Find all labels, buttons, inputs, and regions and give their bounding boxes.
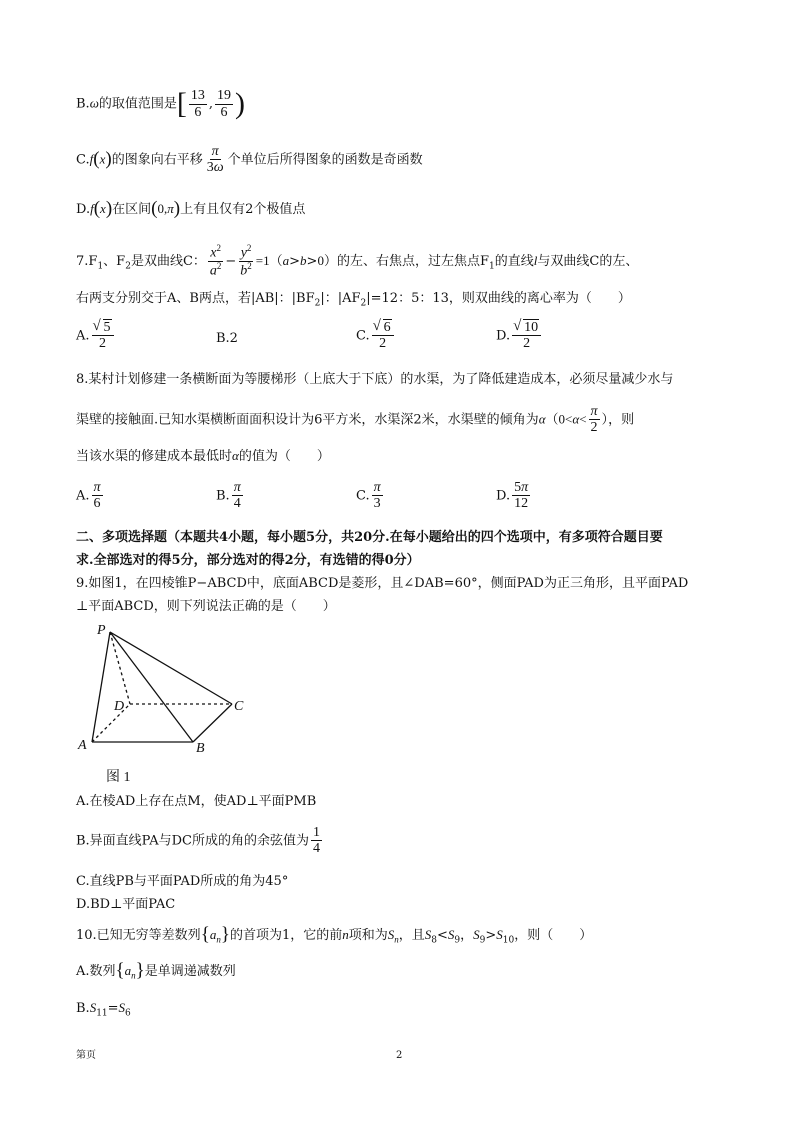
q9-option-b: B.异面直线PA与DC所成的角的余弦值为 $\frac{1}{4}$: [76, 825, 320, 857]
q7-option-d: D. √ $\frac{10}{2}$: [496, 320, 543, 352]
q9-line2: ⊥平面ABCD，则下列说法正确的是（ ）: [76, 599, 336, 614]
section2-line1: 二、多项选择题（本题共4小题，每小题5分，共20分.在每小题给出的四个选项中，有多项符合题目要: [76, 530, 663, 545]
q6-option-d: D.f(x)在区间(0,π)上有且仅有2个极值点: [76, 198, 306, 219]
edge-pb: [110, 632, 193, 742]
label-p: P: [97, 623, 106, 638]
label-b: B: [196, 741, 205, 756]
q8-option-a: A. $\frac{\pi}{6}$: [76, 480, 101, 512]
q7-line2: 右两支分别交于A、B两点，若|AB|：$|BF_2|$：$|AF_2|=12$：5：13，则双曲线的离心率为（ ）: [76, 291, 631, 309]
page-number: 2: [396, 1050, 403, 1061]
q9-option-d: D.BD⊥平面PAC: [76, 897, 176, 912]
label-c: C: [234, 699, 244, 714]
q8-line1: 8.某村计划修建一条横断面为等腰梯形（上底大于下底）的水渠，为了降低建造成本，必须尽量减少水与: [76, 372, 674, 387]
q6-option-b: B.ω的取值范围是[ $\frac{13}{6}$ , $\frac{19}{6}$ ): [76, 87, 246, 120]
q7-option-c: C. √ $\frac{6}{2}$: [356, 320, 396, 352]
label-d: D: [114, 699, 125, 714]
q9-option-c: C.直线PB与平面PAD所成的角为45°: [76, 874, 289, 889]
q7-line1: $7.F_1$、$F_2$是双曲线C： $\frac{x^2}{a^2}$ − $\frac{y^2}{b^2}$ =1（a>b>0）的左、右焦点，过左焦点$F_1$的直线l与双曲线C的左、: [76, 243, 639, 279]
q9-line1: 9.如图1，在四棱锥P−ABCD中，底面ABCD是菱形，且∠DAB=60°，侧面PAD为正三角形，且平面PAD: [76, 576, 689, 591]
q10-option-a: A.数列$\{a_n\}$是单调递减数列: [76, 960, 236, 981]
q9-option-a: A.在棱AD上存在点M，使AD⊥平面PMB: [76, 794, 317, 809]
q6-option-c: C.f(x)的图象向右平移 $\frac{\pi}{3\omega}$ 个单位后所得图象的函数是奇函数: [76, 144, 423, 176]
figure-caption: 图 1: [106, 770, 131, 785]
q8-option-c: C. $\frac{\pi}{3}$: [356, 480, 381, 512]
label-a: A: [78, 738, 87, 753]
edge-pa: [92, 632, 110, 742]
section2-line2: 求.全部选对的得5分，部分选对的得2分，有选错的得0分）: [76, 553, 420, 568]
edge-pc: [110, 632, 232, 704]
footer-label: 第页: [76, 1050, 96, 1061]
q8-line3: 当该水渠的修建成本最低时α的值为（ ）: [76, 448, 330, 464]
q8-option-d: D. $\frac{5\pi}{12}$: [496, 480, 529, 512]
q8-option-b: B. $\frac{\pi}{4}$: [216, 480, 241, 512]
edge-bc: [193, 704, 232, 742]
q10-option-b: $B.S_{11}=S_6$: [76, 1000, 131, 1019]
q8-line2: 渠壁的接触面.已知水渠横断面面积设计为6平方米，水渠深2米，水渠壁的倾角为α（0<α< $\frac{\pi}{2}$ ），则: [76, 404, 635, 436]
edge-pd: [110, 632, 130, 704]
q7-option-a: A. √ $\frac{5}{2}$: [76, 320, 116, 352]
q7-option-b: B.2: [216, 331, 238, 346]
q10-line1: 10.已知无穷等差数列$\{a_n\}$的首项为1，它的前n项和为$S_n$，且$S_8<S_9$，$S_9>S_{10}$，则（ ）: [76, 924, 593, 946]
pyramid-figure: [70, 618, 260, 788]
